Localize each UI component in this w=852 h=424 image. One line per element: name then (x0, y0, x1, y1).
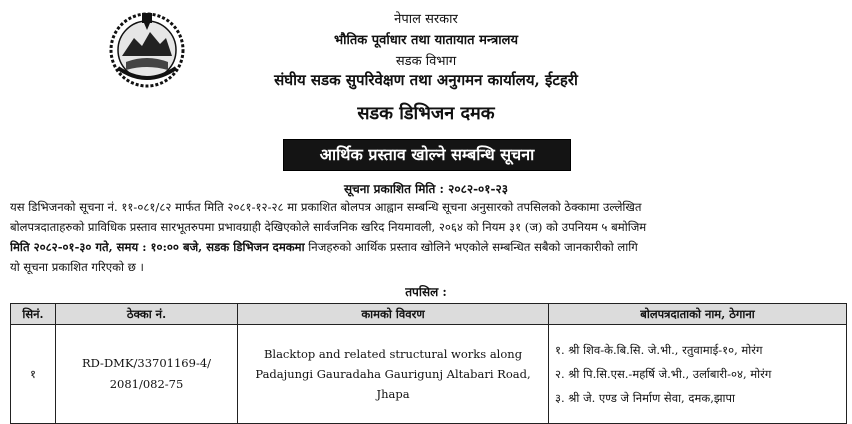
contract-table (10, 303, 847, 424)
contract-no-line: RD-DMK/33701169-4/ (81, 356, 212, 370)
header-govt: नेपाल सरकार (394, 12, 458, 27)
header-office: संघीय सडक सुपरिवेक्षण तथा अनुगमन कार्यालय, ईटहरी (274, 71, 578, 89)
table-header-row (11, 304, 847, 325)
header-ministry: भौतिक पूर्वाधार तथा यातायात मन्त्रालय (333, 33, 518, 48)
cell-sn: १ (11, 325, 56, 424)
body-line: बोलपत्रदाताहरुको प्राविधिक प्रस्ताव सारभूतरुपमा प्रभावग्राही देखिएकोले सार्वजनिक खरिद नियमावली, २०६४ को नियम ३१ (ज) को उपनियम ५ बमोजिम (10, 220, 647, 234)
bidder-item: १. श्री शिव-के.बि.सि. जे.भी., रतुवामाई-१०, मोरंग (555, 343, 763, 357)
notice-title-banner: आर्थिक प्रस्ताव खोल्ने सम्बन्धि सूचना (284, 140, 570, 170)
body-line-rest: निजहरुको आर्थिक प्रस्ताव खोलिने भएकोले सम्बन्धित सबैको जानकारीको लागि (304, 240, 638, 254)
published-date: सूचना प्रकाशित मिति : २०८२-०१-२३ (343, 182, 508, 196)
body-line (10, 237, 848, 257)
header-division: सडक डिभिजन दमक (357, 103, 495, 124)
body-bold-segment: मिति २०८२-०१-३० गते, समय : १०:०० बजे, सडक डिभिजन दमकमा (10, 240, 305, 254)
contract-no-line: 2081/082-75 (109, 377, 184, 391)
body-line: यस डिभिजनको सूचना नं. ११-०८१/८२ मार्फत मिति २०८१-१२-२८ मा प्रकाशित बोलपत्र आह्वान सम्बन्धि सूचना अनुसारको तपसिलको ठेक्कामा उल्लेखित (10, 200, 642, 214)
table-row (11, 325, 847, 424)
col-header-description: कामको विवरण (238, 304, 549, 325)
notice-body (10, 197, 848, 277)
bidder-item: ३. श्री जे. एण्ड जे निर्माण सेवा, दमक,झापा (555, 391, 736, 405)
cell-contract-no (56, 325, 238, 424)
col-header-contract-no: ठेक्का नं. (56, 304, 238, 325)
cell-description: Blacktop and related structural works along Padajungi Gauradaha Gaurigunj Altabari Road, Jhapa (238, 325, 549, 424)
details-heading: तपसिल : (405, 285, 447, 299)
bidder-item: २. श्री पि.सि.एस.-महर्षि जे.भी., उर्लाबारी-०४, मोरंग (555, 367, 772, 381)
col-header-sn: सिनं. (11, 304, 56, 325)
header-department: सडक विभाग (395, 54, 457, 69)
cell-bidders (549, 325, 847, 424)
body-line: यो सूचना प्रकाशित गरिएको छ । (10, 260, 144, 274)
col-header-bidders: बोलपत्रदाताको नाम, ठेगाना (549, 304, 847, 325)
